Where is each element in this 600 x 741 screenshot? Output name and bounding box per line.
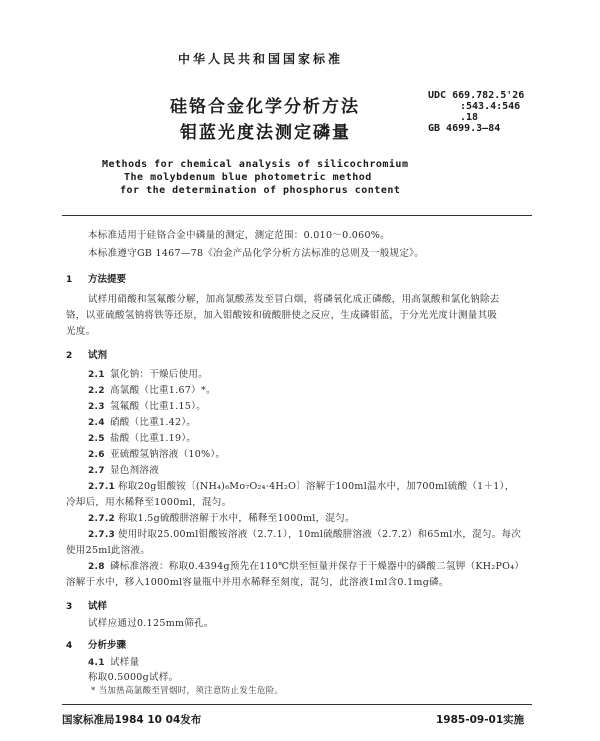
section-1-para-line-3: 光度。 (66, 326, 96, 337)
clause-4-1 (88, 654, 139, 668)
reagent-text: 显色剂溶液 (110, 465, 160, 476)
intro-scope: 本标准适用于硅铬合金中磷量的测定，测定范围：0.010～0.060%。 (88, 230, 390, 241)
title-en-line-2: The molybdenum blue photometric method (124, 172, 372, 183)
footer-divider (62, 704, 532, 705)
clause-2-7-3-line-1 (88, 526, 521, 540)
section-4-number: 4 (66, 641, 73, 651)
reagent-item (88, 446, 225, 460)
title-cn-line-1: 硅铬合金化学分析方法 (170, 97, 360, 117)
clause-text: 称取20g钼酸铵〔(NH₄)₆Mo₇O₂₄·4H₂O〕溶解于100ml温水中，加700ml硫酸（1＋1）， (118, 481, 515, 492)
section-1-heading (66, 271, 126, 285)
reagent-text: 亚硫酸氢钠溶液（10%）。 (110, 449, 226, 460)
section-3-para: 试样应通过0.125mm筛孔。 (88, 618, 214, 629)
section-2-heading (66, 347, 107, 361)
reagent-text: 氯化钠：干燥后使用。 (110, 369, 209, 380)
udc-code-line-1: UDC 669.782.5'26 (428, 90, 525, 101)
footnote: * 当加热高氯酸至冒烟时，须注意防止发生危险。 (91, 686, 284, 696)
clause-2-7-1-line-1 (88, 478, 515, 492)
clause-text: 称取1.5g硫酸肼溶解于水中，稀释至1000ml，混匀。 (118, 513, 355, 524)
section-1-title: 方法提要 (88, 274, 127, 285)
section-1-number: 1 (66, 275, 73, 285)
header-divider (62, 215, 532, 216)
reagent-item (88, 462, 159, 476)
clause-4-1-para: 称取0.5000g试样。 (88, 672, 179, 683)
clause-2-8-line-2: 溶解于水中，移入1000ml容量瓶中并用水稀释至刻度，混匀，此溶液1ml含0.1mg磷。 (66, 577, 449, 588)
clause-number: 2.7.3 (88, 530, 116, 540)
reagent-item (88, 414, 196, 428)
section-3-heading (66, 598, 107, 612)
reagent-item (88, 398, 206, 412)
reagent-number: 2.7 (88, 466, 105, 476)
reagent-text: 硝酸（比重1.42）。 (110, 417, 197, 428)
reagent-number: 2.3 (88, 402, 105, 412)
reagent-number: 2.1 (88, 370, 105, 380)
section-1-para-line-2: 铬，以亚硫酸氢钠将铁等还原，加入钼酸铵和硫酸肼使之反应，生成磷钼蓝，于分光光度计测量其吸 (66, 310, 498, 321)
section-4-title: 分析步骤 (88, 640, 127, 651)
clause-2-8-line-1 (88, 558, 524, 572)
clause-2-7-2 (88, 510, 355, 524)
reagent-item (88, 382, 216, 396)
section-1-para-line-1: 试样用硝酸和氢氟酸分解，加高氯酸蒸发至冒白烟，将磷氧化成正磷酸，用高氯酸和氯化钠除去 (88, 294, 500, 305)
clause-number: 2.7.1 (88, 482, 116, 492)
section-3-title: 试样 (88, 601, 108, 612)
udc-code-line-3: .18 (460, 112, 479, 123)
title-en-line-1: Methods for chemical analysis of silicochromium (102, 159, 409, 170)
reagent-text: 高氯酸（比重1.67）*。 (110, 385, 216, 396)
section-3-number: 3 (66, 602, 73, 612)
reagent-text: 盐酸（比重1.19）。 (110, 433, 197, 444)
reagent-item (88, 366, 208, 380)
clause-number: 2.8 (88, 562, 105, 572)
reagent-text: 氢氟酸（比重1.15）。 (110, 401, 207, 412)
clause-2-7-3-line-2: 使用25ml此溶液。 (66, 545, 151, 556)
reagent-item (88, 430, 196, 444)
intro-reference: 本标准遵守GB 1467—78《冶金产品化学分析方法标准的总则及一般规定》。 (88, 248, 425, 259)
reagent-number: 2.5 (88, 434, 105, 444)
udc-code-line-2: :543.4:546 (460, 101, 521, 112)
reagent-number: 2.4 (88, 418, 105, 428)
section-2-number: 2 (66, 351, 73, 361)
title-en-line-3: for the determination of phosphorus content (120, 185, 401, 196)
issue-date: 国家标准局1984 10 04发布 (62, 714, 202, 726)
section-2-title: 试剂 (88, 350, 108, 361)
section-4-heading (66, 637, 126, 651)
clause-text: 使用时取25.00ml钼酸铵溶液（2.7.1），10ml硫酸肼溶液（2.7.2）和65ml水，混匀。每次 (118, 529, 522, 540)
title-cn-line-2: 钼蓝光度法测定磷量 (180, 123, 351, 143)
clause-number: 2.7.2 (88, 514, 116, 524)
clause-title: 试样量 (110, 657, 140, 668)
clause-number: 4.1 (88, 658, 105, 668)
reagent-number: 2.6 (88, 450, 105, 460)
issuing-authority: 中华人民共和国国家标准 (178, 52, 344, 66)
clause-2-7-1-line-2: 冷却后，用水稀释至1000ml，混匀。 (66, 497, 232, 508)
clause-text: 磷标准溶液：称取0.4394g预先在110℃烘至恒量并保存于干燥器中的磷酸二氢钾（KH₂PO₄） (110, 561, 525, 572)
gb-standard-number: GB 4699.3—84 (428, 123, 501, 134)
reagent-number: 2.2 (88, 386, 105, 396)
effective-date: 1985-09-01实施 (436, 714, 525, 726)
